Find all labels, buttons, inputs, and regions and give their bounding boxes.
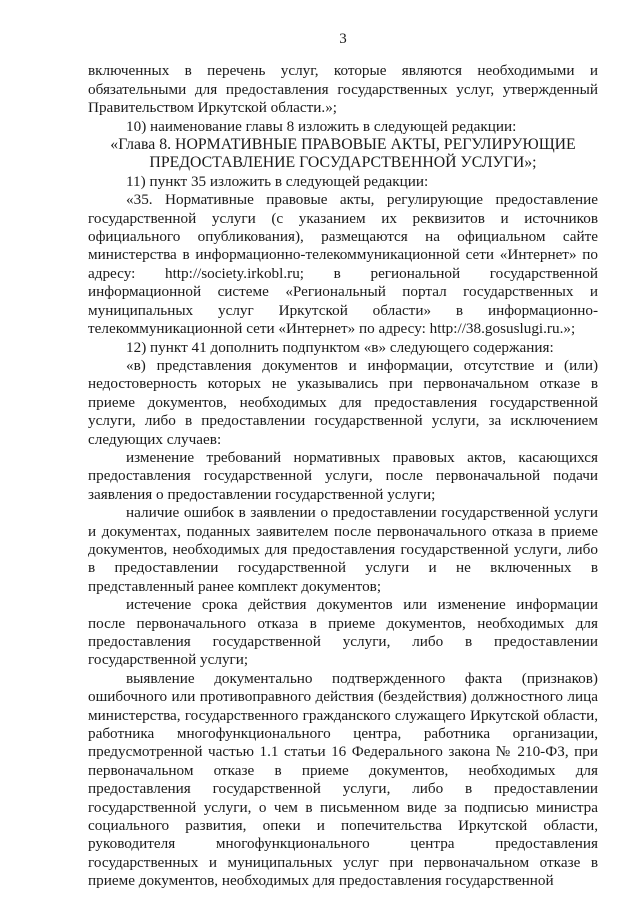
page-number: 3 bbox=[339, 31, 347, 47]
paragraph-clause-35: «35. Нормативные правовые акты, регулирующие предоставление государственной услуги (с указанием их реквизитов и источников официального опубликования), размещаются на официальном сайте министерства в информационно-телекоммуникационной сети «Интернет» по адресу: http://society.irkobl.ru; в региональной государственной информационной системе «Региональный портал государственных и муниципальных услуг Иркутской области» в информационно-телекоммуникационной сети «Интернет» по адресу: http://38.gosuslugi.ru.»; bbox=[88, 191, 598, 338]
paragraph-subclause-v: «в) представления документов и информации, отсутствие и (или) недостоверность которых не указывались при первоначальном отказе в приеме документов, необходимых для предоставления государственной услуги, либо в предоставлении государственной услуги, за исключением следующих случаев: bbox=[88, 356, 598, 448]
paragraph-case-misconduct: выявление документально подтвержденного факта (признаков) ошибочного или противоправного действия (бездействия) должностного лица министерства, государственного гражданского служащего Иркутской области, работника многофункционального центра, работника организации, предусмотренной частью 1.1 статьи 16 Федерального закона № 210-ФЗ, при первоначальном отказе в приеме документов, необходимых для предоставления государственной услуги, либо в предоставлении государственной услуги, о чем в письменном виде за подписью министра социального развития, опеки и попечительства Иркутской области, руководителя многофункционального центра предоставления государственных и муниципальных услуг при первоначальном отказе в приеме документов, необходимых для предоставления государственной bbox=[88, 669, 598, 890]
paragraph-item-11: 11) пункт 35 изложить в следующей редакции: bbox=[126, 172, 429, 190]
paragraph-case-errors: наличие ошибок в заявлении о предоставлении государственной услуги и документах, поданных заявителем после первоначального отказа в приеме документов, необходимых для предоставления государственной услуги, либо в предоставлении государственной услуги и не включенных в представленный ранее комплект документов; bbox=[88, 504, 598, 595]
paragraph-case-requirements-change: изменение требований нормативных правовых актов, касающихся предоставления государственной услуги, после первоначальной подачи заявления о предоставлении государственной услуги; bbox=[88, 448, 598, 503]
chapter-heading: «Глава 8. НОРМАТИВНЫЕ ПРАВОВЫЕ АКТЫ, РЕГУЛИРУЮЩИЕ ПРЕДОСТАВЛЕНИЕ ГОСУДАРСТВЕННОЙ УСЛУГИ»; bbox=[110, 136, 576, 172]
paragraph-item-10: 10) наименование главы 8 изложить в следующей редакции: bbox=[126, 117, 517, 135]
paragraph-case-expiry: истечение срока действия документов или изменение информации после первоначального отказа в приеме документов, необходимых для предоставления государственной услуги, либо в предоставлении государственной услуги; bbox=[88, 596, 598, 669]
document-page bbox=[88, 30, 598, 891]
paragraph-continuation: включенных в перечень услуг, которые являются необходимыми и обязательными для предоставления государственных услуг, утвержденный Правительством Иркутской области.»; bbox=[88, 62, 598, 117]
paragraph-item-12: 12) пункт 41 дополнить подпунктом «в» следующего содержания: bbox=[126, 338, 554, 356]
